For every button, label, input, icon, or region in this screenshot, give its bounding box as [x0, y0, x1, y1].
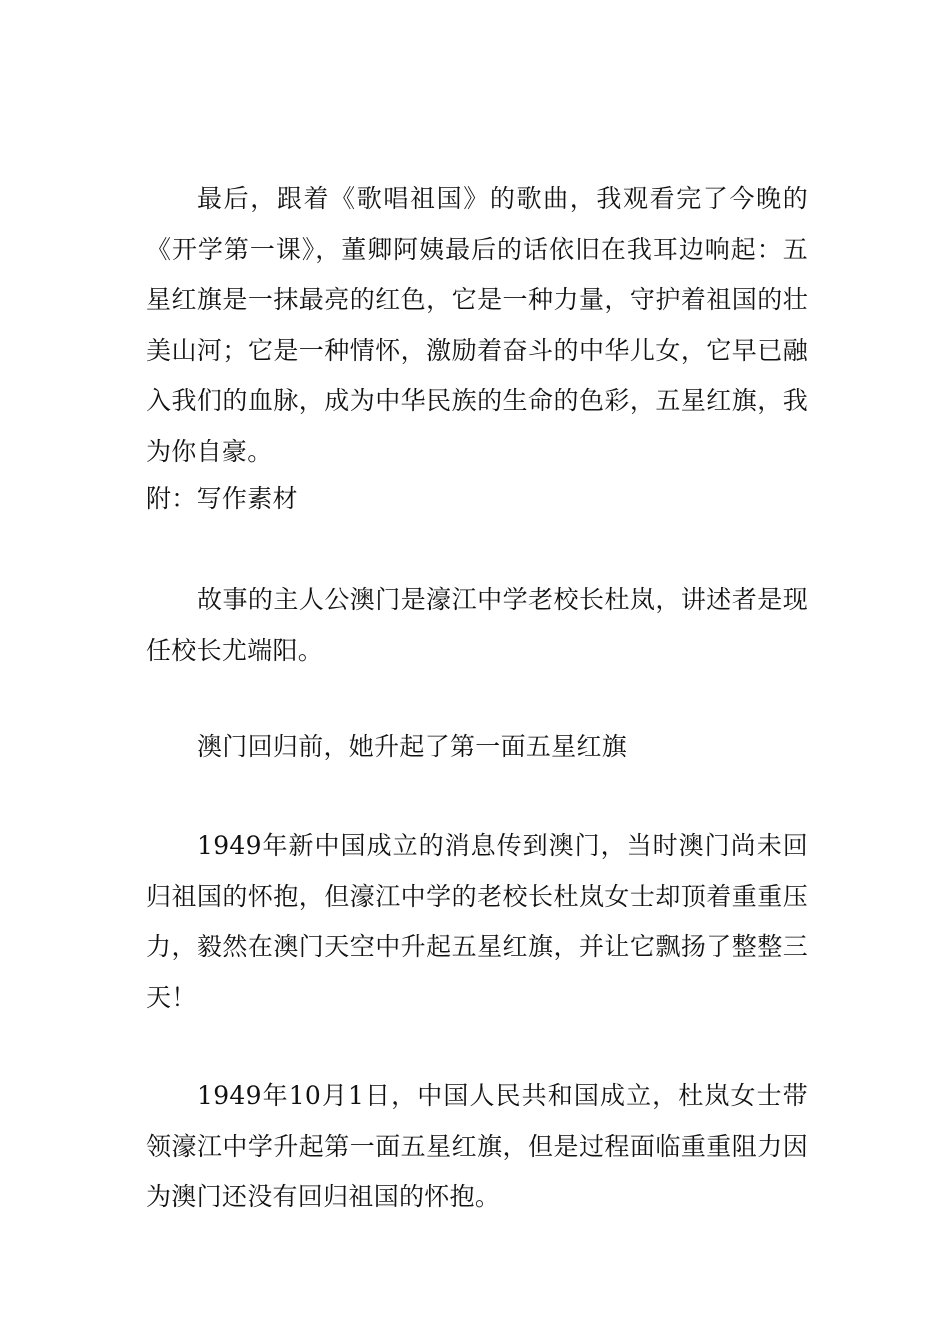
appendix-heading: 附：写作素材 [146, 484, 298, 513]
story-intro-paragraph: 故事的主人公澳门是濠江中学老校长杜岚，讲述者是现任校长尤端阳。 [146, 585, 808, 665]
story-paragraph-oct-1: 1949年10月1日，中国人民共和国成立，杜岚女士带领濠江中学升起第一面五星红旗，但是过程面临重重阻力因为澳门还没有回归祖国的怀抱。 [146, 1081, 808, 1211]
section-heading: 澳门回归前，她升起了第一面五星红旗 [197, 732, 628, 761]
closing-paragraph: 最后，跟着《歌唱祖国》的歌曲，我观看完了今晚的《开学第一课》，董卿阿姨最后的话依旧在我耳边响起：五星红旗是一抹最亮的红色，它是一种力量，守护着祖国的壮美山河；它是一种情怀，激励着奋斗的中华儿女，它早已融入我们的血脉，成为中华民族的生命的色彩，五星红旗，我为你自豪。 [146, 184, 808, 466]
story-paragraph-1949: 1949年新中国成立的消息传到澳门，当时澳门尚未回归祖国的怀抱，但濠江中学的老校长杜岚女士却顶着重重压力，毅然在澳门天空中升起五星红旗，并让它飘扬了整整三天！ [146, 831, 808, 1012]
